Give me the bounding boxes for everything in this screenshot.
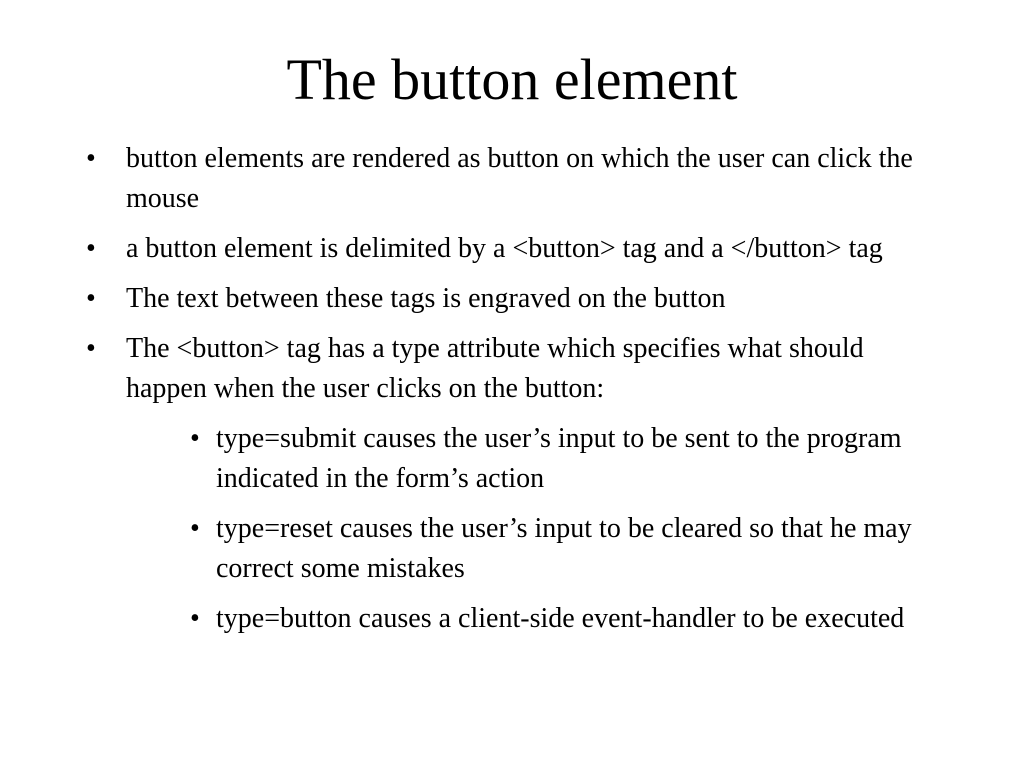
slide-title: The button element	[286, 47, 738, 112]
sub-list-item	[174, 419, 914, 499]
bullet-icon: •	[86, 143, 96, 174]
bullet-icon: •	[86, 233, 96, 264]
list-item	[86, 139, 946, 219]
bullet-icon: •	[190, 603, 200, 634]
sub-list-item-text: type=reset causes the user’s input to be cleared so that he may correct some mistakes	[216, 513, 912, 584]
sub-list-item	[174, 599, 914, 639]
list-item-text: The <button> tag has a type attribute which specifies what should happen when the user clicks on the button:	[126, 333, 864, 404]
bullet-icon: •	[190, 423, 200, 454]
bullet-list	[86, 139, 946, 649]
list-item-text: button elements are rendered as button on which the user can click the mouse	[126, 143, 913, 214]
bullet-icon: •	[86, 333, 96, 364]
list-item	[86, 229, 946, 269]
sub-list-item	[174, 509, 914, 589]
list-item	[86, 279, 946, 319]
list-item-text: a button element is delimited by a <button> tag and a </button> tag	[126, 233, 883, 264]
list-item	[86, 329, 946, 639]
sub-list-item-text: type=submit causes the user’s input to be sent to the program indicated in the form’s action	[216, 423, 902, 494]
bullet-icon: •	[86, 283, 96, 314]
sub-bullet-list	[174, 419, 914, 639]
sub-list-item-text: type=button causes a client-side event-handler to be executed	[216, 603, 905, 634]
bullet-icon: •	[190, 513, 200, 544]
list-item-text: The text between these tags is engraved on the button	[126, 283, 726, 314]
